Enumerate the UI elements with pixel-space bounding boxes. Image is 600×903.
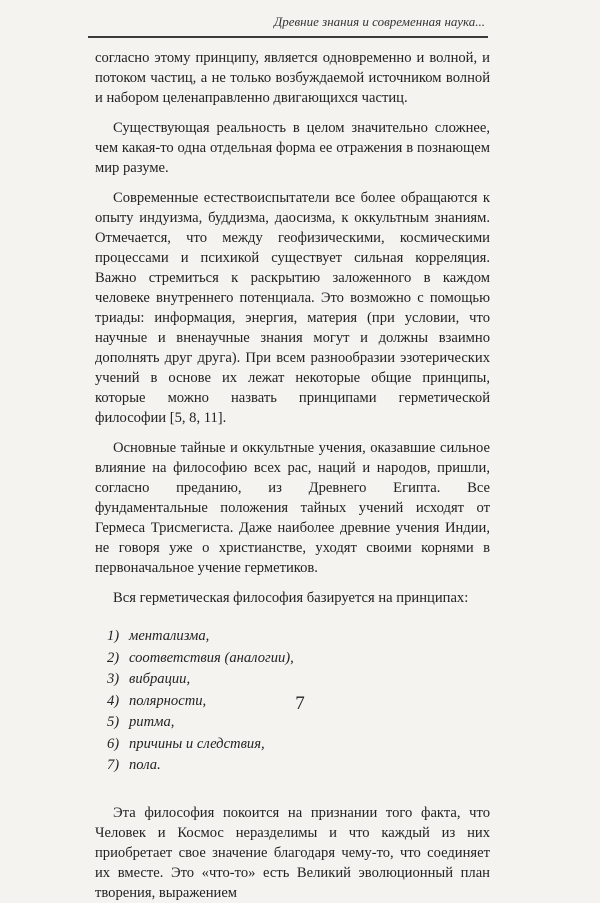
list-item-text: соответствия (аналогии), <box>129 649 294 666</box>
list-item-text: ритма, <box>129 714 175 730</box>
list-item-text: пола. <box>129 757 161 773</box>
list-item-number: 4) <box>107 692 120 709</box>
list-item-text: полярности, <box>129 692 207 709</box>
list-item <box>95 626 490 648</box>
list-item-text: вибрации, <box>129 671 191 687</box>
list-item-number: 5) <box>107 714 120 730</box>
paragraph: Современные естествоиспытатели все более обращаются к опыту индуизма, буддизма, даосизма, к оккультным знаниям. Отмечается, что между геофизическими, космическими процессами и психикой существует сильная корреляция. Важно стремиться к раскрытию заложенного в каждом человеке внутреннего потенциала. Это возможно с помощью триады: информация, энергия, материя (при условии, что научные и вненаучные знания могут и должны взаимно дополнять друг друга). При всем разнообразии эзотерических учений в основе их лежат некоторые общие принципы, которые можно назвать принципами герметической философии [5, 8, 11]. <box>95 190 490 426</box>
list-item-number: 3) <box>107 671 120 687</box>
list-item-number: 1) <box>107 628 120 644</box>
paragraph: Существующая реальность в целом значительно сложнее, чем какая-то одна отдельная форма ее отражения в познающем мир разуме. <box>95 120 490 176</box>
list-item <box>95 669 490 691</box>
body-text <box>95 48 490 903</box>
list-item-text: ментализма, <box>129 628 210 644</box>
list-item-text: причины и следствия, <box>129 735 265 752</box>
paragraph-list-intro: Вся герметическая философия базируется на принципах: <box>113 590 469 606</box>
list-item <box>95 755 490 777</box>
list-item-number: 7) <box>107 757 120 773</box>
list-item <box>95 648 490 670</box>
list-item <box>95 734 490 756</box>
running-head: Древние знания и современная наука... <box>273 14 485 29</box>
list-item-number: 2) <box>107 649 120 666</box>
paragraph-continuation: согласно этому принципу, является одновременно и волной, и потоком частиц, а не только возбуждаемой источником волной и набором целенаправленно двигающихся частиц. <box>95 50 490 106</box>
page-number: 7 <box>295 693 305 714</box>
paragraph-closing: Эта философия покоится на признании того факта, что Человек и Космос неразделимы и что каждый из них приобретает свое значение благодаря чему-то, что соединяет их вместе. Это «что-то» есть Великий эволюционный план творения, выражением <box>95 804 490 901</box>
list-item <box>95 712 490 734</box>
paragraph: Основные тайные и оккультные учения, оказавшие сильное влияние на философию всех рас, наций и народов, пришли, согласно преданию, из Древнего Египта. Все фундаментальные положения тайных учений исходят от Гермеса Трисмегиста. Даже наиболее древние учения Индии, не говоря уже о христианстве, уходят своими корнями в первоначальное учение герметиков. <box>95 440 490 576</box>
list-item-number: 6) <box>107 735 120 752</box>
header-rule <box>88 36 488 38</box>
